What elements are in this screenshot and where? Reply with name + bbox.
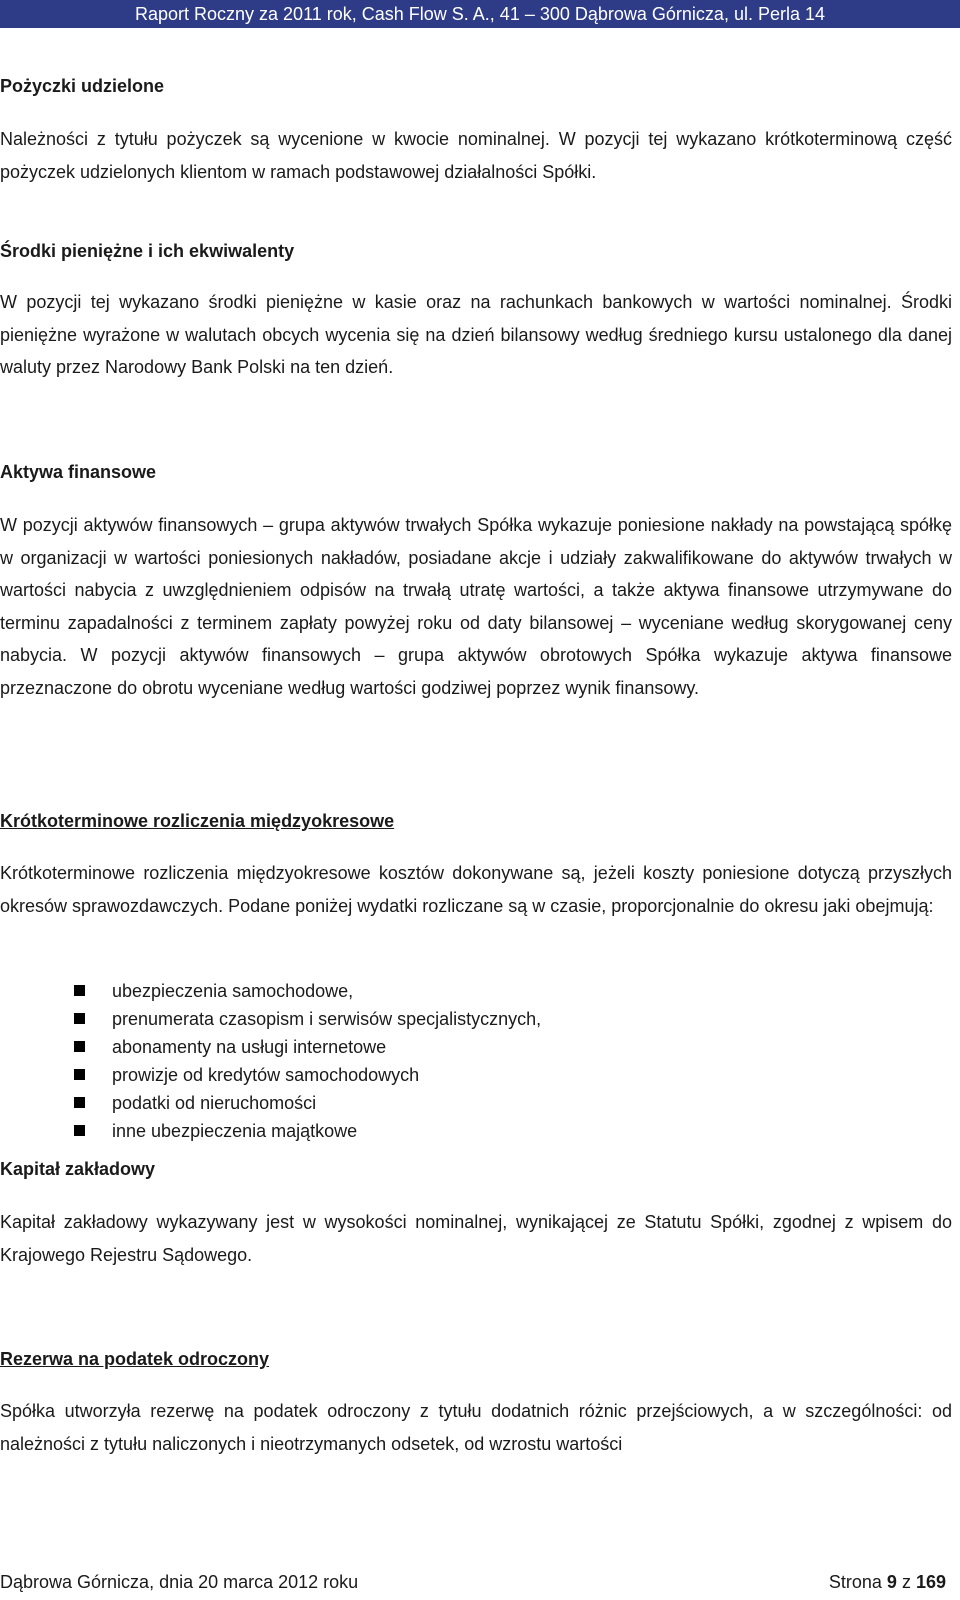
list-item [74,1061,774,1089]
section-rozliczenia [0,810,952,832]
page-label: Strona [828,1572,882,1592]
section-heading: Pożyczki udzielone [0,76,165,96]
page-current: 9 [886,1572,897,1592]
section-pozyczki-body [0,123,952,188]
list-item [74,977,774,1005]
page-number [829,1568,946,1596]
square-bullet-icon [74,1013,85,1024]
page-total: 169 [915,1572,946,1592]
section-aktywa-body [0,509,952,704]
section-paragraph: Kapitał zakładowy wykazywany jest w wysokości nominalnej, wynikającej ze Statutu Spółki, zgodnej z wpisem do Krajowego Rejestru Sądowego. [0,1212,952,1265]
page-header: Raport Roczny za 2011 rok, Cash Flow S. A., 41 – 300 Dąbrowa Górnicza, ul. Perla 14 [0,0,960,28]
section-paragraph: W pozycji tej wykazano środki pieniężne w kasie oraz na rachunkach bankowych w wartości nominalnej. Środki pieniężne wyrażone w walutach obcych wycenia się na dzień bilansowy według średniego kursu ustalonego dla danej waluty przez Narodowy Bank Polski na ten dzień. [0,292,952,377]
list-item [74,1089,774,1117]
list-item-text: prenumerata czasopism i serwisów specjalistycznych, [112,1009,542,1029]
section-rozliczenia-body [0,857,952,922]
list-item [74,1033,774,1061]
section-heading: Kapitał zakładowy [0,1159,156,1179]
section-heading: Rezerwa na podatek odroczony [0,1349,270,1369]
square-bullet-icon [74,1069,85,1080]
section-paragraph: Krótkoterminowe rozliczenia międzyokresowe kosztów dokonywane są, jeżeli koszty poniesione dotyczą przyszłych okresów sprawozdawczych. Podane poniżej wydatki rozliczane są w czasie, proporcjonalnie do okresu jaki obejmują: [0,863,952,916]
square-bullet-icon [74,1097,85,1108]
list-item-text: prowizje od kredytów samochodowych [112,1065,420,1085]
section-kapital [0,1158,952,1180]
footer-place-date: Dąbrowa Górnicza, dnia 20 marca 2012 roku [0,1572,359,1592]
section-heading: Aktywa finansowe [0,462,157,482]
square-bullet-icon [74,985,85,996]
list-item-text: podatki od nieruchomości [112,1093,317,1113]
section-aktywa [0,461,952,483]
square-bullet-icon [74,1125,85,1136]
list-item-text: inne ubezpieczenia majątkowe [112,1121,358,1141]
section-paragraph: Spółka utworzyła rezerwę na podatek odroczony z tytułu dodatnich różnic przejściowych, a w szczególności: od należności z tytułu naliczonych i nieotrzymanych odsetek, od wzrostu wartości [0,1401,952,1454]
section-rezerwa-body [0,1395,952,1460]
section-srodki-body [0,286,952,384]
section-srodki [0,240,952,262]
section-heading: Środki pieniężne i ich ekwiwalenty [0,241,295,261]
page-of: z [901,1572,911,1592]
section-rezerwa [0,1348,952,1370]
list-item-text: ubezpieczenia samochodowe, [112,981,354,1001]
bullet-list [74,977,774,1145]
section-pozyczki [0,75,952,97]
list-item [74,1117,774,1145]
square-bullet-icon [74,1041,85,1052]
section-paragraph: W pozycji aktywów finansowych – grupa aktywów trwałych Spółka wykazuje poniesione nakłady na powstającą spółkę w organizacji w wartości poniesionych nakładów, posiadane akcje i udziały zakwalifikowane do aktywów trwałych w wartości nabycia z uwzględnieniem odpisów na trwałą utratę wartości, a także aktywa finansowe utrzymywane do terminu zapadalności z terminem zapłaty powyżej roku od daty bilansowej – wyceniane według skorygowanej ceny nabycia. W pozycji aktywów finansowych – grupa aktywów obrotowych Spółka wykazuje aktywa finansowe przeznaczone do obrotu wyceniane według wartości godziwej poprzez wynik finansowy. [0,515,952,698]
list-item-text: abonamenty na usługi internetowe [112,1037,387,1057]
section-paragraph: Należności z tytułu pożyczek są wycenione w kwocie nominalnej. W pozycji tej wykazano krótkoterminową część pożyczek udzielonych klientom w ramach podstawowej działalności Spółki. [0,129,952,182]
section-heading: Krótkoterminowe rozliczenia międzyokresowe [0,811,395,831]
list-item [74,1005,774,1033]
page-footer [0,1568,946,1596]
section-kapital-body [0,1206,952,1271]
